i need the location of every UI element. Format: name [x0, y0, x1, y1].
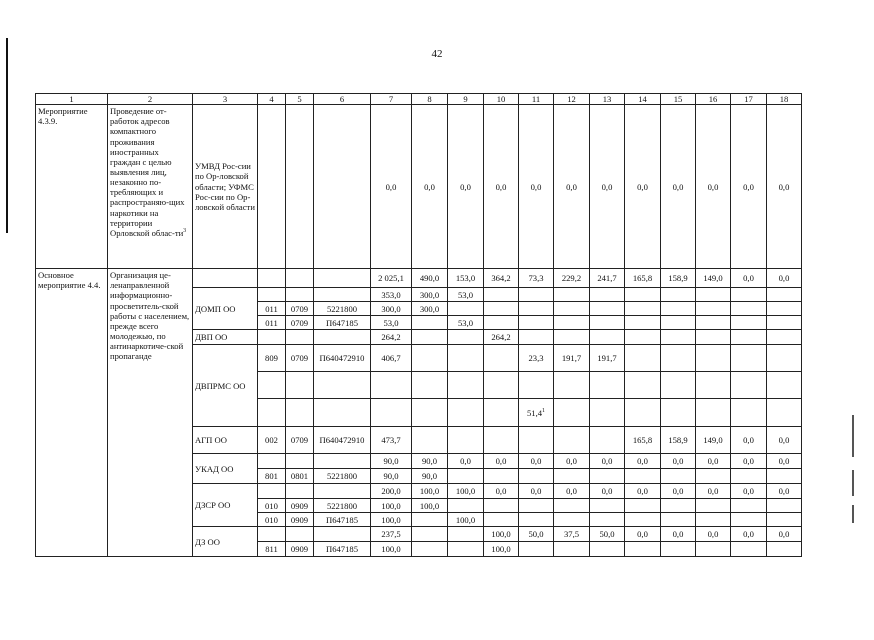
- value-cell: 0,0: [767, 527, 802, 542]
- total-cell: 0,0: [767, 269, 802, 288]
- value-cell: 100,0: [448, 484, 484, 499]
- value-cell: 50,0: [519, 527, 554, 542]
- scan-edge-mark: [6, 38, 8, 233]
- value-cell: 0,0: [519, 454, 554, 469]
- value-cell: 0,0: [484, 454, 519, 469]
- code-cell: 010: [258, 499, 286, 513]
- executor-cell: ДВП ОО: [193, 330, 258, 345]
- total-cell: 149,0: [696, 269, 731, 288]
- code-cell: 0709: [286, 427, 314, 454]
- value-cell: 0,0: [696, 527, 731, 542]
- value-cell: 0,0: [731, 105, 767, 269]
- header-cell: 10: [484, 94, 519, 105]
- value-cell: 0,0: [767, 105, 802, 269]
- executor-cell: УКАД ОО: [193, 454, 258, 484]
- header-cell: 2: [108, 94, 193, 105]
- value-cell: 90,0: [371, 454, 412, 469]
- executor-cell: УМВД Рос-сии по Ор-ловской области; УФМС Рос-сии по Ор-ловской области: [193, 105, 258, 269]
- total-cell: 2 025,1: [371, 269, 412, 288]
- header-cell: 8: [412, 94, 448, 105]
- value-cell: 300,0: [412, 288, 448, 302]
- event-code: Мероприятие 4.3.9.: [36, 105, 108, 269]
- total-cell: 158,9: [661, 269, 696, 288]
- value-cell: 165,8: [625, 427, 661, 454]
- header-cell: 15: [661, 94, 696, 105]
- header-row: [36, 94, 802, 105]
- code-cell: П640472910: [314, 345, 371, 372]
- page-number: 42: [431, 48, 443, 60]
- value-cell: 0,0: [484, 105, 519, 269]
- value-cell: 0,0: [519, 105, 554, 269]
- value-cell: 50,0: [590, 527, 625, 542]
- value-cell: 0,0: [661, 484, 696, 499]
- value-cell: 0,0: [767, 427, 802, 454]
- value-cell: 53,0: [448, 288, 484, 302]
- value-cell: 0,0: [590, 454, 625, 469]
- value-cell: 0,0: [731, 484, 767, 499]
- value-cell: 0,0: [554, 105, 590, 269]
- total-cell: 364,2: [484, 269, 519, 288]
- event-title-text: Проведение от-работок адресов компактного проживания иностранных граждан с целью выявления лиц, незаконно по-требляющих и распространяю-щих наркотики на территории Орловской облас-ти: [110, 106, 185, 238]
- value-cell: 0,0: [625, 454, 661, 469]
- code-cell: 811: [258, 542, 286, 557]
- value-cell: 0,0: [625, 105, 661, 269]
- header-cell: 9: [448, 94, 484, 105]
- value-cell: 0,0: [412, 105, 448, 269]
- value-cell: 0,0: [661, 454, 696, 469]
- value-cell: 100,0: [448, 513, 484, 527]
- footnote-mark: 3: [183, 227, 187, 234]
- code-cell: 002: [258, 427, 286, 454]
- value-cell: 0,0: [448, 454, 484, 469]
- total-cell: 490,0: [412, 269, 448, 288]
- code-cell: 809: [258, 345, 286, 372]
- value-cell: 0,0: [519, 484, 554, 499]
- code-cell: П640472910: [314, 427, 371, 454]
- value-cell: 0,0: [696, 454, 731, 469]
- value-cell: 100,0: [412, 484, 448, 499]
- value-cell: 90,0: [412, 454, 448, 469]
- table-row: [36, 269, 802, 288]
- total-cell: 153,0: [448, 269, 484, 288]
- header-cell: 13: [590, 94, 625, 105]
- value-cell: 100,0: [484, 527, 519, 542]
- header-cell: 7: [371, 94, 412, 105]
- header-cell: 4: [258, 94, 286, 105]
- value-cell: 0,0: [767, 484, 802, 499]
- code-cell: 0709: [286, 345, 314, 372]
- scan-edge-mark: [852, 415, 854, 457]
- executor-cell: ДВПРМС ОО: [193, 345, 258, 427]
- header-cell: 1: [36, 94, 108, 105]
- value-cell: 191,7: [590, 345, 625, 372]
- value-cell: 406,7: [371, 345, 412, 372]
- total-cell: 0,0: [731, 269, 767, 288]
- header-cell: 12: [554, 94, 590, 105]
- code-cell: 5221800: [314, 469, 371, 484]
- value-cell: 100,0: [484, 542, 519, 557]
- event-title: [108, 105, 193, 269]
- value-text: 51,4: [526, 407, 543, 418]
- value-cell: 0,0: [767, 454, 802, 469]
- value-cell: 0,0: [696, 105, 731, 269]
- header-cell: 3: [193, 94, 258, 105]
- code-cell: 0909: [286, 499, 314, 513]
- value-cell: 149,0: [696, 427, 731, 454]
- value-cell: 90,0: [371, 469, 412, 484]
- value-cell: 37,5: [554, 527, 590, 542]
- scan-edge-mark: [852, 505, 854, 523]
- value-cell: 0,0: [371, 105, 412, 269]
- code-cell: 0909: [286, 513, 314, 527]
- code-cell: П647185: [314, 542, 371, 557]
- header-cell: 18: [767, 94, 802, 105]
- value-cell: 53,0: [448, 316, 484, 330]
- value-cell: 0,0: [696, 484, 731, 499]
- value-cell: 353,0: [371, 288, 412, 302]
- header-cell: 5: [286, 94, 314, 105]
- value-cell: 0,0: [554, 454, 590, 469]
- event-title: Организация це-ленаправленной информационно-просветитель-ской работы с населением, прежде всего молодежью, по антинаркотиче-ской пропаганде: [108, 269, 193, 557]
- header-cell: 17: [731, 94, 767, 105]
- code-cell: П647185: [314, 513, 371, 527]
- value-cell: 200,0: [371, 484, 412, 499]
- header-cell: 6: [314, 94, 371, 105]
- executor-cell: ДЗ ОО: [193, 527, 258, 557]
- event-code: Основное мероприятие 4.4.: [36, 269, 108, 557]
- value-cell: 90,0: [412, 469, 448, 484]
- value-cell: 0,0: [554, 484, 590, 499]
- value-cell: 23,3: [519, 345, 554, 372]
- value-cell: 300,0: [371, 302, 412, 316]
- executor-cell: ДОМП ОО: [193, 288, 258, 330]
- code-cell: 010: [258, 513, 286, 527]
- value-cell: 0,0: [731, 527, 767, 542]
- value-cell: 100,0: [412, 499, 448, 513]
- header-cell: 11: [519, 94, 554, 105]
- code-cell: П647185: [314, 316, 371, 330]
- header-cell: 14: [625, 94, 661, 105]
- value-cell: 300,0: [412, 302, 448, 316]
- value-cell: 100,0: [371, 542, 412, 557]
- value-cell: 0,0: [731, 454, 767, 469]
- executor-cell: ДЗСР ОО: [193, 484, 258, 527]
- total-cell: 165,8: [625, 269, 661, 288]
- code-cell: 0709: [286, 316, 314, 330]
- value-cell: 0,0: [625, 484, 661, 499]
- total-cell: 241,7: [590, 269, 625, 288]
- code-cell: 011: [258, 316, 286, 330]
- value-cell: 100,0: [371, 513, 412, 527]
- value-cell: 100,0: [371, 499, 412, 513]
- value-cell: 264,2: [371, 330, 412, 345]
- value-cell: 0,0: [625, 527, 661, 542]
- code-cell: 5221800: [314, 302, 371, 316]
- code-cell: 5221800: [314, 499, 371, 513]
- code-cell: 011: [258, 302, 286, 316]
- value-cell: 0,0: [731, 427, 767, 454]
- total-cell: 229,2: [554, 269, 590, 288]
- value-cell: [519, 399, 554, 427]
- footnote-mark: 1: [542, 407, 546, 414]
- code-cell: 0709: [286, 302, 314, 316]
- value-cell: 0,0: [590, 484, 625, 499]
- table-row: [36, 105, 802, 269]
- value-cell: 0,0: [661, 105, 696, 269]
- value-cell: 191,7: [554, 345, 590, 372]
- header-cell: 16: [696, 94, 731, 105]
- scan-edge-mark: [852, 470, 854, 496]
- code-cell: 0909: [286, 542, 314, 557]
- value-cell: 237,5: [371, 527, 412, 542]
- value-cell: 53,0: [371, 316, 412, 330]
- value-cell: 0,0: [448, 105, 484, 269]
- value-cell: 158,9: [661, 427, 696, 454]
- value-cell: 0,0: [661, 527, 696, 542]
- value-cell: 264,2: [484, 330, 519, 345]
- executor-cell: АГП ОО: [193, 427, 258, 454]
- code-cell: 0801: [286, 469, 314, 484]
- total-cell: 73,3: [519, 269, 554, 288]
- value-cell: 0,0: [484, 484, 519, 499]
- value-cell: 473,7: [371, 427, 412, 454]
- program-table: [35, 93, 802, 557]
- value-cell: 0,0: [590, 105, 625, 269]
- code-cell: 801: [258, 469, 286, 484]
